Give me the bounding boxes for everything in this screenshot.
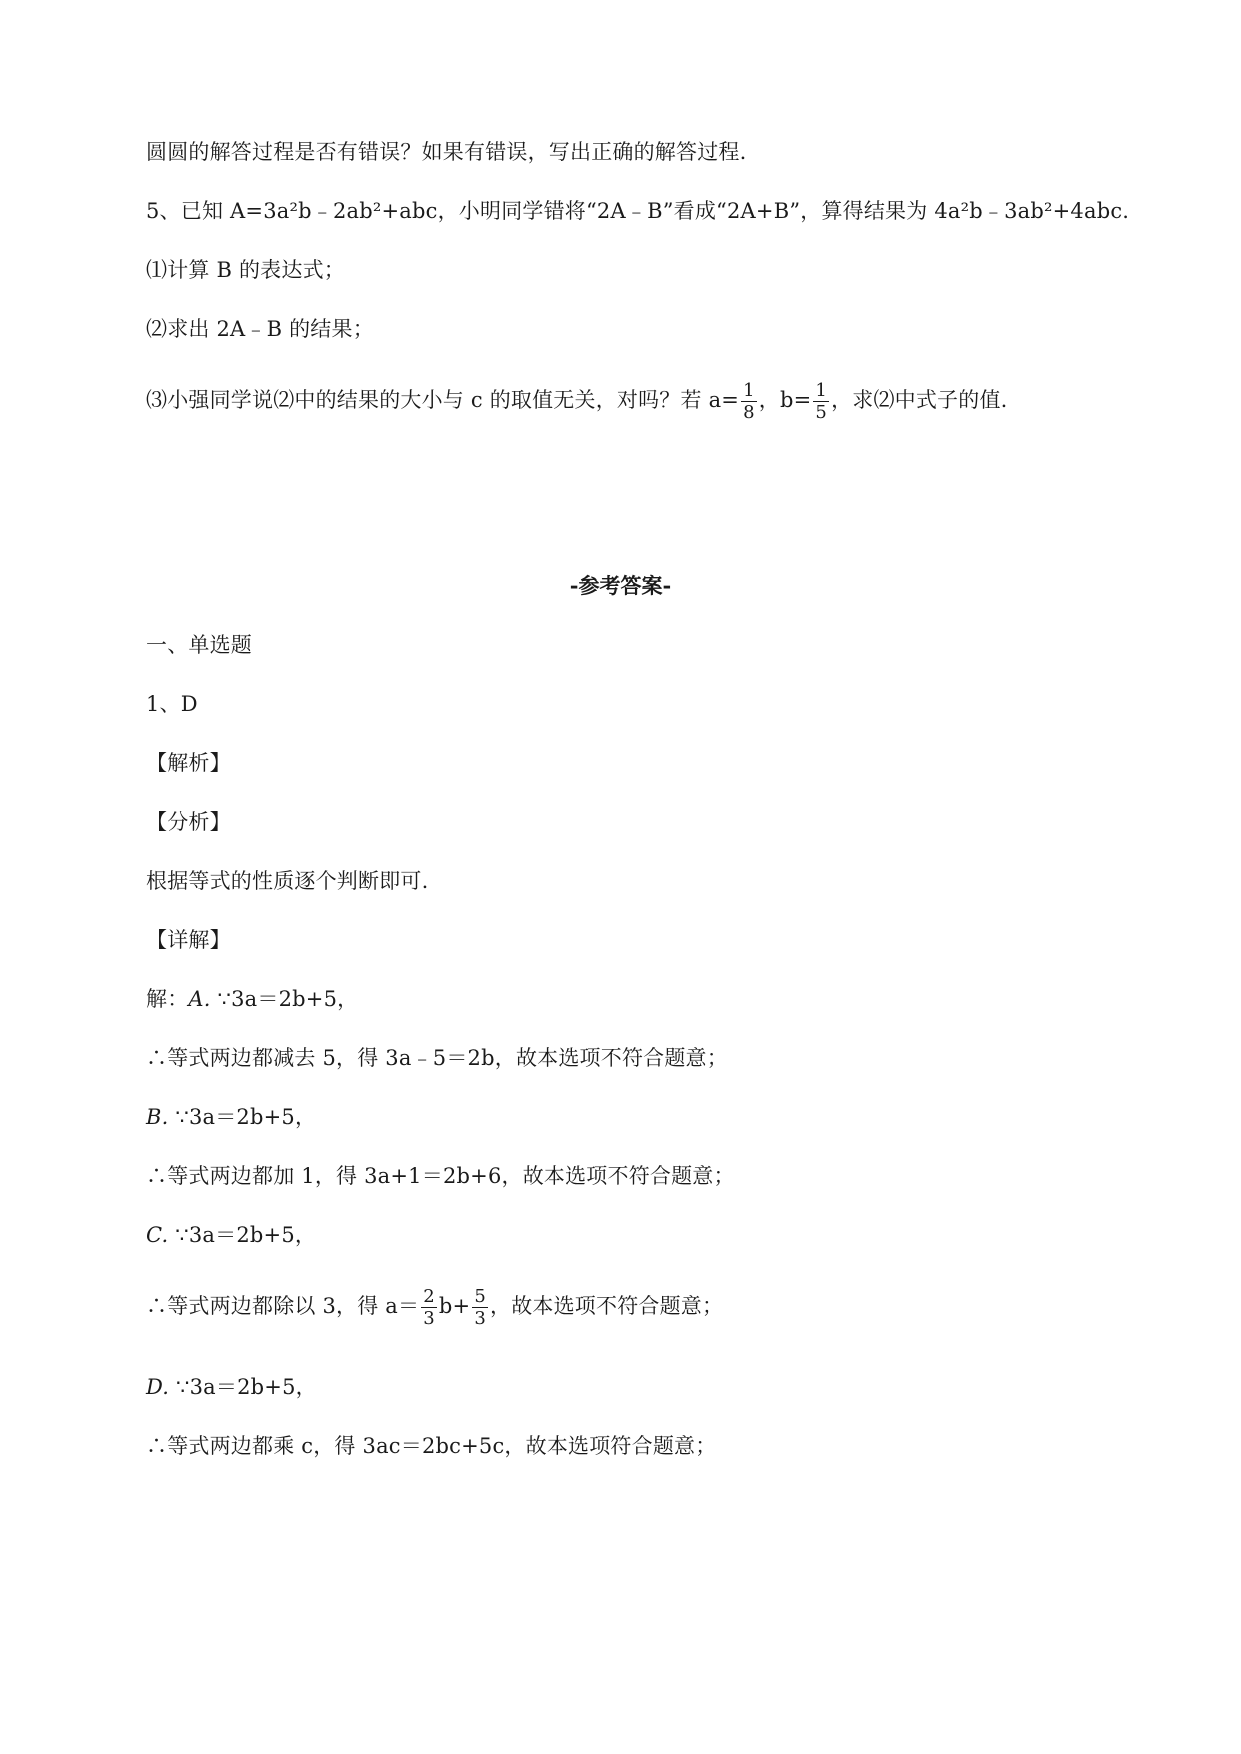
fraction-one-fifth xyxy=(813,380,829,423)
option-expression: ∵3a＝2b+5， xyxy=(210,987,359,1011)
answer-key-heading: -参考答案- xyxy=(569,573,672,598)
solution-option-d xyxy=(146,1372,317,1402)
option-c-text-post: ，故本选项不符合题意； xyxy=(490,1294,724,1318)
fraction-numerator: 2 xyxy=(423,1286,435,1307)
fraction-denominator: 3 xyxy=(423,1308,435,1329)
question-4-tail: 圆圆的解答过程是否有错误？如果有错误，写出正确的解答过程. xyxy=(146,140,747,164)
solution-option-b xyxy=(146,1102,316,1132)
fraction-denominator: 5 xyxy=(815,402,828,423)
analysis-label: 【解析】 xyxy=(146,751,231,775)
solution-option-a-result: ∴等式两边都减去 5，得 3a﹣5＝2b，故本选项不符合题意； xyxy=(146,1046,728,1070)
question-5-part-3 xyxy=(146,380,1008,423)
option-letter: C. xyxy=(146,1223,169,1247)
option-expression: ∵3a＝2b+5， xyxy=(168,1105,317,1129)
part-3-text-post: ，求⑵中式子的值. xyxy=(831,388,1008,412)
fraction-denominator: 3 xyxy=(474,1308,486,1329)
detailed-solution-label: 【详解】 xyxy=(146,928,231,952)
option-c-text-pre: ∴等式两边都除以 3，得 a＝ xyxy=(146,1294,420,1318)
reasoning-label: 【分析】 xyxy=(146,810,231,834)
question-5-stem: 5、已知 A=3a²b﹣2ab²+abc，小明同学错将“2A﹣B”看成“2A+B”，算得结果为 4a²b﹣3ab²+4abc. xyxy=(146,199,1130,223)
answer-1: 1、D xyxy=(146,692,198,716)
option-letter: D. xyxy=(146,1375,170,1399)
reasoning-text: 根据等式的性质逐个判断即可. xyxy=(146,869,429,893)
option-expression: ∵3a＝2b+5， xyxy=(168,1223,317,1247)
solution-prefix: 解： xyxy=(146,987,189,1011)
fraction-two-thirds xyxy=(421,1286,437,1329)
solution-option-a xyxy=(146,984,358,1014)
part-3-text-mid: ，b= xyxy=(758,388,812,412)
option-c-text-mid: b+ xyxy=(438,1294,471,1318)
fraction-five-thirds xyxy=(472,1286,488,1329)
fraction-numerator: 5 xyxy=(474,1286,486,1307)
solution-option-c-result xyxy=(146,1286,723,1329)
part-3-text-pre: ⑶小强同学说⑵中的结果的大小与 c 的取值无关，对吗？若 a= xyxy=(146,388,740,412)
solution-option-c xyxy=(146,1220,316,1250)
option-expression: ∵3a＝2b+5， xyxy=(169,1375,317,1399)
section-single-choice: 一、单选题 xyxy=(146,633,252,657)
fraction-denominator: 8 xyxy=(743,402,755,423)
fraction-numerator: 1 xyxy=(743,380,755,401)
question-5-part-1: ⑴计算 B 的表达式； xyxy=(146,258,345,282)
fraction-one-eighth xyxy=(741,380,757,423)
question-5-part-2: ⑵求出 2A﹣B 的结果； xyxy=(146,317,374,341)
option-letter: A. xyxy=(188,987,211,1011)
solution-option-d-result: ∴等式两边都乘 c，得 3ac＝2bc+5c，故本选项符合题意； xyxy=(146,1434,717,1458)
option-letter: B. xyxy=(146,1105,169,1129)
solution-option-b-result: ∴等式两边都加 1，得 3a+1＝2b+6，故本选项不符合题意； xyxy=(146,1164,735,1188)
fraction-numerator: 1 xyxy=(815,380,828,401)
